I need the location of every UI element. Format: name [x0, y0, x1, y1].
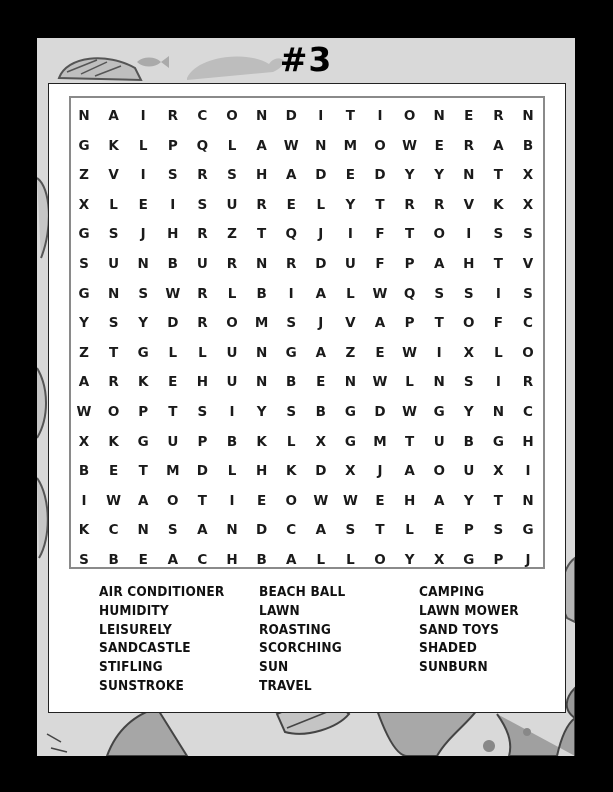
grid-letter[interactable]: W [76, 404, 92, 420]
grid-letter[interactable]: W [402, 137, 418, 154]
grid-letter[interactable]: X [433, 552, 445, 568]
grid-letter[interactable]: E [434, 137, 444, 154]
grid-letter[interactable]: D [285, 108, 297, 124]
grid-letter[interactable]: I [495, 285, 501, 302]
grid-letter[interactable]: O [167, 492, 179, 509]
grid-letter[interactable]: S [167, 522, 178, 539]
grid-letter[interactable]: T [168, 404, 178, 420]
grid-letter[interactable]: B [522, 137, 534, 154]
grid-letter[interactable]: N [492, 404, 505, 420]
grid-letter[interactable]: S [286, 315, 297, 332]
grid-letter[interactable]: C [523, 315, 533, 332]
grid-letter[interactable]: L [198, 344, 207, 361]
grid-letter[interactable]: G [522, 522, 534, 539]
grid-letter[interactable]: N [137, 256, 149, 272]
grid-letter[interactable]: Q [196, 137, 209, 154]
letter-grid [69, 96, 545, 569]
grid-letter[interactable]: R [404, 196, 415, 213]
grid-letter[interactable]: N [226, 522, 238, 539]
grid-letter[interactable]: R [433, 196, 445, 213]
grid-letter[interactable]: W [342, 492, 358, 509]
grid-letter[interactable]: S [227, 167, 237, 184]
grid-letter[interactable]: Z [227, 226, 237, 243]
grid-letter[interactable]: T [404, 433, 415, 450]
grid-letter[interactable]: W [402, 344, 418, 361]
grid-letter[interactable]: W [165, 285, 181, 302]
grid-letter[interactable]: Y [404, 552, 415, 568]
grid-letter[interactable]: L [405, 522, 414, 539]
grid-letter[interactable]: N [255, 374, 268, 391]
grid-letter[interactable]: G [463, 552, 475, 568]
grid-row [71, 401, 543, 423]
word-list-item: LEISURELY [99, 621, 173, 638]
grid-letter[interactable]: B [463, 433, 474, 450]
grid-letter[interactable]: I [140, 108, 146, 124]
word-list-item: LAWN [259, 602, 300, 619]
grid-letter[interactable]: G [433, 404, 445, 420]
grid-letter[interactable]: O [107, 404, 120, 420]
grid-letter[interactable]: S [197, 196, 208, 213]
grid-letter[interactable]: D [374, 404, 386, 420]
grid-letter[interactable]: W [372, 374, 388, 391]
grid-letter[interactable]: I [525, 463, 531, 480]
grid-letter[interactable]: M [343, 137, 358, 154]
grid-letter[interactable]: I [377, 108, 383, 124]
grid-letter[interactable]: V [463, 196, 475, 213]
grid-letter[interactable]: X [78, 196, 90, 213]
grid-letter[interactable]: E [108, 463, 119, 480]
grid-letter[interactable]: I [347, 226, 353, 243]
grid-letter[interactable]: A [404, 463, 415, 480]
grid-letter[interactable]: N [78, 108, 90, 124]
grid-letter[interactable]: N [255, 108, 268, 124]
grid-letter[interactable]: F [375, 256, 385, 272]
word-list-item: BEACH BALL [259, 584, 346, 600]
grid-letter[interactable]: O [403, 108, 416, 124]
grid-letter[interactable]: P [197, 433, 208, 450]
grid-row [71, 105, 543, 127]
grid-letter[interactable]: S [493, 522, 504, 539]
grid-letter[interactable]: K [108, 433, 119, 450]
grid-letter[interactable]: R [463, 137, 474, 154]
grid-row [71, 283, 543, 305]
grid-letter[interactable]: A [315, 285, 327, 302]
grid-letter[interactable]: Z [345, 344, 356, 361]
word-list-item: SUNBURN [419, 659, 488, 676]
grid-row [71, 371, 543, 393]
word-list-item: SHADED [419, 640, 477, 657]
grid-letter[interactable]: S [197, 404, 208, 420]
grid-letter[interactable]: O [374, 137, 386, 154]
grid-letter[interactable]: L [346, 285, 355, 302]
grid-letter[interactable]: U [226, 344, 238, 361]
grid-letter[interactable]: T [108, 344, 119, 361]
grid-letter[interactable]: T [493, 167, 503, 184]
puzzle-page [37, 38, 575, 756]
grid-letter[interactable]: K [256, 433, 267, 450]
grid-letter[interactable]: U [433, 433, 445, 450]
grid-letter[interactable]: W [402, 404, 418, 420]
grid-letter[interactable]: L [316, 196, 326, 213]
grid-letter[interactable]: X [315, 433, 326, 450]
grid-letter[interactable]: E [345, 167, 355, 184]
grid-letter[interactable]: P [404, 315, 415, 332]
grid-letter[interactable]: C [108, 522, 119, 539]
grid-letter[interactable]: R [167, 108, 178, 124]
word-list-item: AIR CONDITIONER [99, 584, 225, 600]
grid-letter[interactable]: P [493, 552, 504, 568]
grid-letter[interactable]: L [316, 552, 326, 568]
grid-letter[interactable]: T [256, 226, 267, 243]
grid-letter[interactable]: L [405, 374, 414, 391]
grid-letter[interactable]: P [463, 522, 474, 539]
grid-letter[interactable]: E [168, 374, 178, 391]
grid-letter[interactable]: J [377, 463, 383, 480]
grid-letter[interactable]: T [434, 315, 444, 332]
grid-letter[interactable]: A [315, 522, 327, 539]
word-list-item: LAWN MOWER [419, 602, 519, 619]
grid-letter[interactable]: J [525, 552, 531, 568]
grid-letter[interactable]: A [108, 108, 119, 124]
grid-letter[interactable]: I [140, 167, 146, 184]
grid-letter[interactable]: E [434, 522, 444, 539]
grid-letter[interactable]: S [523, 285, 533, 302]
grid-letter[interactable]: A [285, 167, 297, 184]
grid-letter[interactable]: T [138, 463, 148, 480]
grid-letter[interactable]: L [109, 196, 118, 213]
puzzle-panel [48, 83, 566, 713]
grid-letter[interactable]: A [256, 137, 267, 154]
grid-row [71, 460, 543, 482]
grid-letter[interactable]: T [345, 108, 355, 124]
grid-letter[interactable]: S [167, 167, 178, 184]
grid-letter[interactable]: X [345, 463, 356, 480]
grid-row [71, 431, 543, 453]
grid-letter[interactable]: O [226, 315, 238, 332]
word-list-item: CAMPING [419, 584, 485, 600]
grid-letter[interactable]: P [138, 404, 149, 420]
grid-row [71, 342, 543, 364]
grid-letter[interactable]: N [433, 374, 445, 391]
grid-letter[interactable]: X [522, 196, 534, 213]
grid-letter[interactable]: Y [256, 404, 267, 420]
grid-letter[interactable]: U [196, 256, 208, 272]
grid-letter[interactable]: G [78, 137, 90, 154]
grid-letter[interactable]: H [522, 433, 534, 450]
grid-letter[interactable]: L [286, 433, 296, 450]
grid-letter[interactable]: P [404, 256, 415, 272]
grid-letter[interactable]: N [255, 344, 268, 361]
grid-letter[interactable]: O [433, 226, 445, 243]
grid-letter[interactable]: C [197, 108, 208, 124]
grid-letter[interactable]: L [138, 137, 148, 154]
grid-letter[interactable]: I [81, 492, 87, 509]
grid-letter[interactable]: S [108, 315, 119, 332]
grid-letter[interactable]: G [137, 433, 149, 450]
grid-letter[interactable]: Y [434, 167, 445, 184]
grid-letter[interactable]: B [256, 285, 267, 302]
word-list-item: ROASTING [259, 621, 331, 638]
grid-letter[interactable]: B [226, 433, 238, 450]
grid-letter[interactable]: K [493, 196, 504, 213]
grid-letter[interactable]: I [466, 226, 472, 243]
grid-letter[interactable]: E [138, 552, 148, 568]
grid-letter[interactable]: U [226, 196, 238, 213]
grid-letter[interactable]: K [108, 137, 119, 154]
grid-letter[interactable]: P [167, 137, 178, 154]
grid-letter[interactable]: M [254, 315, 269, 332]
grid-letter[interactable]: V [345, 315, 356, 332]
grid-letter[interactable]: K [78, 522, 90, 539]
grid-letter[interactable]: U [344, 256, 356, 272]
grid-letter[interactable]: R [493, 108, 504, 124]
puzzle-title: #3 [279, 40, 333, 79]
grid-letter[interactable]: J [140, 226, 146, 243]
grid-letter[interactable]: D [255, 522, 268, 539]
grid-letter[interactable]: N [522, 492, 534, 509]
grid-row [71, 312, 543, 334]
grid-letter[interactable]: U [463, 463, 475, 480]
grid-letter[interactable]: A [493, 137, 504, 154]
grid-letter[interactable]: A [137, 492, 149, 509]
grid-letter[interactable]: T [493, 256, 503, 272]
grid-letter[interactable]: U [226, 374, 238, 391]
grid-letter[interactable]: L [168, 344, 178, 361]
grid-letter[interactable]: M [373, 433, 387, 450]
grid-letter[interactable]: Y [463, 492, 474, 509]
grid-letter[interactable]: C [523, 404, 533, 420]
grid-letter[interactable]: H [167, 226, 179, 243]
grid-row [71, 194, 543, 216]
grid-letter[interactable]: E [138, 196, 148, 213]
grid-letter[interactable]: A [433, 492, 445, 509]
grid-letter[interactable]: L [494, 344, 503, 361]
grid-row [71, 549, 543, 571]
grid-row [71, 253, 543, 275]
grid-letter[interactable]: Q [403, 285, 416, 302]
grid-row [71, 223, 543, 245]
grid-letter[interactable]: Z [79, 344, 89, 361]
grid-letter[interactable]: A [315, 344, 327, 361]
grid-letter[interactable]: H [403, 492, 416, 509]
grid-row [71, 519, 543, 541]
grid-letter[interactable]: L [346, 552, 355, 568]
grid-letter[interactable]: O [374, 552, 386, 568]
grid-letter[interactable]: J [318, 226, 324, 243]
grid-letter[interactable]: W [372, 285, 388, 302]
grid-letter[interactable]: R [285, 256, 297, 272]
grid-row [71, 490, 543, 512]
grid-letter[interactable]: S [523, 226, 533, 243]
grid-letter[interactable]: G [344, 433, 356, 450]
grid-letter[interactable]: O [285, 492, 297, 509]
word-list-item: SAND TOYS [419, 621, 500, 638]
grid-letter[interactable]: T [404, 226, 415, 243]
grid-letter[interactable]: R [197, 285, 208, 302]
grid-letter[interactable]: I [495, 374, 501, 391]
grid-letter[interactable]: N [522, 108, 534, 124]
grid-letter[interactable]: B [78, 463, 90, 480]
grid-letter[interactable]: S [79, 552, 89, 568]
grid-letter[interactable]: L [227, 137, 237, 154]
grid-letter[interactable]: S [286, 404, 297, 420]
grid-letter[interactable]: T [375, 196, 385, 213]
grid-letter[interactable]: B [315, 404, 326, 420]
grid-letter[interactable]: E [375, 492, 385, 509]
grid-letter[interactable]: L [227, 285, 237, 302]
word-list-item: STIFLING [99, 659, 163, 676]
grid-letter[interactable]: N [315, 137, 327, 154]
grid-letter[interactable]: I [318, 108, 324, 124]
grid-letter[interactable]: F [493, 315, 503, 332]
grid-letter[interactable]: G [492, 433, 504, 450]
grid-letter[interactable]: T [197, 492, 207, 509]
grid-letter[interactable]: E [375, 344, 385, 361]
word-list-item: SCORCHING [259, 640, 342, 657]
grid-letter[interactable]: H [226, 552, 238, 568]
grid-letter[interactable]: X [463, 344, 474, 361]
grid-letter[interactable]: H [255, 167, 268, 184]
grid-letter[interactable]: K [285, 463, 297, 480]
grid-letter[interactable]: G [78, 226, 90, 243]
grid-letter[interactable]: R [226, 256, 238, 272]
grid-letter[interactable]: O [433, 463, 445, 480]
grid-letter[interactable]: B [108, 552, 119, 568]
grid-letter[interactable]: V [108, 167, 119, 184]
grid-letter[interactable]: E [316, 374, 326, 391]
grid-letter[interactable]: C [197, 552, 208, 568]
grid-letter[interactable]: D [374, 167, 386, 184]
grid-letter[interactable]: A [285, 552, 297, 568]
grid-letter[interactable]: S [463, 285, 474, 302]
grid-letter[interactable]: S [345, 522, 356, 539]
grid-letter[interactable]: Y [138, 315, 149, 332]
grid-letter[interactable]: J [318, 315, 324, 332]
grid-letter[interactable]: G [78, 285, 90, 302]
grid-letter[interactable]: H [196, 374, 209, 391]
grid-letter[interactable]: A [374, 315, 386, 332]
grid-letter[interactable]: C [286, 522, 297, 539]
grid-letter[interactable]: R [108, 374, 119, 391]
grid-letter[interactable]: O [463, 315, 475, 332]
grid-letter[interactable]: S [108, 226, 119, 243]
grid-letter[interactable]: Y [79, 315, 89, 332]
grid-letter[interactable]: A [433, 256, 445, 272]
grid-letter[interactable]: G [137, 344, 149, 361]
grid-letter[interactable]: I [436, 344, 442, 361]
grid-letter[interactable]: N [463, 167, 475, 184]
grid-letter[interactable]: Y [463, 404, 474, 420]
grid-letter[interactable]: U [108, 256, 120, 272]
grid-letter[interactable]: E [286, 196, 296, 213]
grid-letter[interactable]: G [344, 404, 356, 420]
grid-letter[interactable]: S [493, 226, 504, 243]
grid-letter[interactable]: S [138, 285, 149, 302]
grid-letter[interactable]: T [375, 522, 385, 539]
word-list-item: HUMIDITY [99, 602, 169, 619]
grid-letter[interactable]: R [197, 315, 208, 332]
grid-letter[interactable]: B [256, 552, 267, 568]
grid-letter[interactable]: H [463, 256, 475, 272]
grid-letter[interactable]: O [522, 344, 534, 361]
grid-letter[interactable]: I [170, 196, 176, 213]
grid-letter[interactable]: O [226, 108, 238, 124]
grid-letter[interactable]: W [106, 492, 122, 509]
word-list-item: SUNSTROKE [99, 678, 184, 694]
grid-letter[interactable]: N [137, 522, 149, 539]
grid-letter[interactable]: S [434, 285, 445, 302]
grid-letter[interactable]: Y [404, 167, 415, 184]
grid-letter[interactable]: Q [285, 226, 297, 243]
grid-letter[interactable]: B [286, 374, 297, 391]
grid-letter[interactable]: H [255, 463, 268, 480]
grid-letter[interactable]: R [256, 196, 267, 213]
grid-letter[interactable]: A [167, 552, 179, 568]
grid-letter[interactable]: B [167, 256, 178, 272]
word-list-item: TRAVEL [259, 678, 312, 694]
grid-letter[interactable]: I [229, 492, 235, 509]
grid-letter[interactable]: L [227, 463, 237, 480]
grid-row [71, 135, 543, 157]
grid-letter[interactable]: E [464, 108, 474, 124]
word-list-item: SUN [259, 659, 289, 676]
grid-letter[interactable]: U [167, 433, 179, 450]
grid-letter[interactable]: I [288, 285, 294, 302]
grid-letter[interactable]: D [315, 463, 327, 480]
grid-letter[interactable]: W [283, 137, 299, 154]
grid-letter[interactable]: G [285, 344, 297, 361]
grid-letter[interactable]: T [493, 492, 503, 509]
grid-letter[interactable]: N [255, 256, 268, 272]
grid-letter[interactable]: E [256, 492, 267, 509]
grid-letter[interactable]: V [522, 256, 534, 272]
grid-letter[interactable]: D [167, 315, 179, 332]
grid-letter[interactable]: R [197, 167, 208, 184]
grid-letter[interactable]: N [107, 285, 120, 302]
grid-letter[interactable]: S [79, 256, 89, 272]
grid-letter[interactable]: X [78, 433, 90, 450]
grid-letter[interactable]: X [493, 463, 504, 480]
grid-letter[interactable]: D [315, 256, 327, 272]
grid-letter[interactable]: D [196, 463, 208, 480]
grid-letter[interactable]: W [313, 492, 329, 509]
grid-letter[interactable]: A [197, 522, 208, 539]
grid-letter[interactable]: N [344, 374, 357, 391]
grid-letter[interactable]: X [522, 167, 534, 184]
grid-row [71, 164, 543, 186]
grid-letter[interactable]: M [166, 463, 180, 480]
grid-letter[interactable]: Y [345, 196, 356, 213]
grid-letter[interactable]: N [433, 108, 445, 124]
grid-letter[interactable]: A [78, 374, 90, 391]
grid-letter[interactable]: Z [79, 167, 89, 184]
grid-letter[interactable]: F [375, 226, 385, 243]
grid-letter[interactable]: S [463, 374, 474, 391]
grid-letter[interactable]: D [315, 167, 327, 184]
grid-letter[interactable]: R [522, 374, 534, 391]
word-list-item: SANDCASTLE [99, 640, 191, 657]
grid-letter[interactable]: R [197, 226, 208, 243]
grid-letter[interactable]: K [137, 374, 149, 391]
grid-letter[interactable]: I [229, 404, 235, 420]
